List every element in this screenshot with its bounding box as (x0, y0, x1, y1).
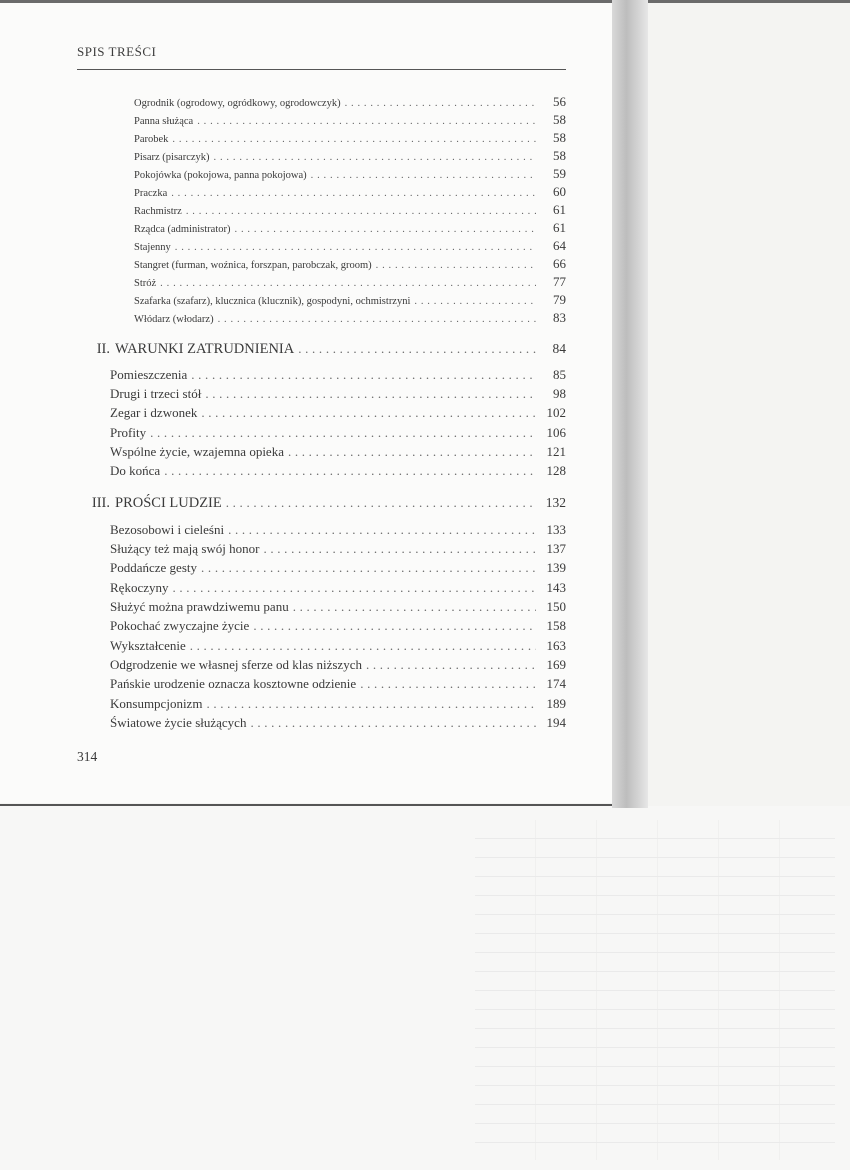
toc-entry (110, 542, 566, 555)
toc-entry-title: Pańskie urodzenie oznacza kosztowne odzienie (110, 676, 357, 691)
toc-entry-page: 106 (546, 425, 566, 440)
toc-entry (134, 113, 566, 128)
running-head: SPIS TREŚCI (77, 44, 157, 59)
toc-entry (110, 697, 566, 710)
toc-entry-title: Drugi i trzeci stół (110, 386, 202, 401)
toc-entry-page: 174 (546, 676, 566, 691)
leader-dots (250, 716, 536, 729)
toc-entry (110, 600, 566, 613)
page-fold-shadow (612, 0, 648, 808)
leader-dots (205, 387, 536, 400)
toc-entry (110, 464, 566, 477)
toc-entry-title: Stróż (134, 278, 157, 289)
leader-dots (197, 117, 536, 128)
toc-entry-page: 98 (553, 386, 566, 401)
toc-entry-title: Ogrodnik (ogrodowy, ogródkowy, ogrodowczyk) (134, 98, 341, 109)
leader-dots (206, 697, 536, 710)
toc-entry-page: 58 (553, 148, 566, 163)
section-number: II. (96, 341, 110, 357)
toc-entry-title: Odgrodzenie we własnej sferze od klas niższych (110, 657, 362, 672)
toc-entry-title: Wykształcenie (110, 638, 186, 653)
toc-entry (134, 203, 566, 218)
toc-entry (110, 677, 566, 690)
leader-dots (360, 677, 536, 690)
section-title: PROŚCI LUDZIE (115, 495, 222, 511)
toc-entry-title: Parobek (134, 134, 169, 145)
leader-dots (228, 523, 536, 536)
toc-entry-page: 85 (553, 367, 566, 382)
toc-entry (134, 311, 566, 326)
toc-entry (110, 406, 566, 419)
leader-dots (186, 207, 536, 218)
toc-entry-page: 163 (546, 638, 566, 653)
toc-entry-title: Bezosobowi i cieleśni (110, 522, 225, 537)
toc-entry-title: Wspólne życie, wzajemna opieka (110, 444, 284, 459)
toc-entry (110, 561, 566, 574)
toc-entry (110, 523, 566, 536)
leader-dots (190, 639, 536, 652)
section-page: 132 (545, 495, 566, 510)
toc-entry-title: Szafarka (szafarz), klucznica (klucznik), gospodyni, ochmistrzyni (134, 296, 411, 307)
toc-entry-page: 61 (553, 202, 566, 217)
toc-entry-title: Włódarz (włodarz) (134, 314, 214, 325)
toc-entry-page: 79 (553, 292, 566, 307)
toc-entry (134, 293, 566, 308)
leader-dots (175, 243, 536, 254)
toc-entry-title: Rachmistrz (134, 206, 182, 217)
toc-entry-title: Praczka (134, 188, 168, 199)
toc-entry (110, 426, 566, 439)
toc-entry-page: 158 (546, 618, 566, 633)
toc-entry (110, 445, 566, 458)
toc-entry-title: Do końca (110, 463, 161, 478)
toc-entry-page: 58 (553, 112, 566, 127)
toc-entry-title: Rządca (administrator) (134, 224, 231, 235)
leader-dots (171, 189, 536, 200)
page-bottom-edge (0, 804, 630, 806)
toc-entry (110, 619, 566, 632)
toc-entry-page: 83 (553, 310, 566, 325)
section-page: 84 (552, 341, 566, 356)
toc-entry (134, 95, 566, 110)
toc-entry-page: 121 (546, 444, 566, 459)
toc-entry (110, 368, 566, 381)
toc-entry-page: 169 (546, 657, 566, 672)
leader-dots (218, 315, 536, 326)
toc-section-heading (76, 342, 566, 357)
toc-entry-title: Pokojówka (pokojowa, panna pokojowa) (134, 170, 307, 181)
toc-entry-page: 64 (553, 238, 566, 253)
leader-dots (150, 426, 536, 439)
leader-dots (311, 171, 536, 182)
leader-dots (235, 225, 537, 236)
leader-dots (263, 542, 536, 555)
leader-dots (214, 153, 536, 164)
toc-entry-page: 194 (546, 715, 566, 730)
toc-entry-title: Stajenny (134, 242, 171, 253)
section-title: WARUNKI ZATRUDNIENIA (115, 341, 295, 357)
toc-entry-page: 77 (553, 274, 566, 289)
toc-entry (110, 639, 566, 652)
toc-entry-title: Światowe życie służących (110, 715, 247, 730)
toc-entry-title: Profity (110, 425, 147, 440)
toc-entry-page: 139 (546, 560, 566, 575)
toc-entry (134, 257, 566, 272)
toc-entry (134, 275, 566, 290)
toc-entry-page: 60 (553, 184, 566, 199)
toc-entry (134, 221, 566, 236)
toc-entry-page: 189 (546, 696, 566, 711)
toc-entry-page: 133 (546, 522, 566, 537)
toc-entry-title: Pomieszczenia (110, 367, 188, 382)
toc-entry (134, 149, 566, 164)
toc-entry-page: 59 (553, 166, 566, 181)
show-through-texture (475, 820, 835, 1160)
toc-entry-page: 56 (553, 94, 566, 109)
leader-dots (414, 297, 536, 308)
toc-entry-title: Stangret (furman, woźnica, forszpan, parobczak, groom) (134, 260, 372, 271)
leader-dots (191, 368, 536, 381)
leader-dots (366, 658, 536, 671)
leader-dots (226, 496, 536, 509)
leader-dots (288, 445, 536, 458)
leader-dots (253, 619, 536, 632)
page-number: 314 (77, 749, 98, 764)
toc-entry (110, 716, 566, 729)
toc-entry-page: 102 (546, 405, 566, 420)
toc-entry-title: Konsumpcjonizm (110, 696, 203, 711)
toc-entry-page: 128 (546, 463, 566, 478)
toc-entry-title: Zegar i dzwonek (110, 405, 198, 420)
leader-dots (298, 342, 536, 355)
leader-dots (164, 464, 536, 477)
toc-entry-title: Pisarz (pisarczyk) (134, 152, 210, 163)
toc-section-heading (76, 496, 566, 511)
toc-entry (134, 131, 566, 146)
leader-dots (201, 406, 536, 419)
toc-entry (110, 581, 566, 594)
toc-entry-title: Służyć można prawdziwemu panu (110, 599, 289, 614)
leader-dots (172, 135, 536, 146)
section-number: III. (91, 495, 110, 511)
toc-entry-title: Służący też mają swój honor (110, 541, 260, 556)
leader-dots (201, 561, 536, 574)
toc-entry-page: 143 (546, 580, 566, 595)
header-rule (77, 69, 566, 70)
toc-entry-page: 58 (553, 130, 566, 145)
toc-entry (134, 167, 566, 182)
toc-entry (110, 387, 566, 400)
toc-entry-page: 137 (546, 541, 566, 556)
leader-dots (345, 99, 536, 110)
leader-dots (172, 581, 536, 594)
toc-entry (134, 185, 566, 200)
leader-dots (376, 261, 536, 272)
leader-dots (160, 279, 536, 290)
toc-entry-title: Rękoczyny (110, 580, 169, 595)
toc-entry-page: 61 (553, 220, 566, 235)
leader-dots (293, 600, 536, 613)
toc-entry-page: 150 (546, 599, 566, 614)
toc-entry (134, 239, 566, 254)
toc-entry-page: 66 (553, 256, 566, 271)
toc-entry-title: Panna służąca (134, 116, 194, 127)
toc-entry (110, 658, 566, 671)
toc-entry-title: Pokochać zwyczajne życie (110, 618, 250, 633)
toc-entry-title: Poddańcze gesty (110, 560, 198, 575)
